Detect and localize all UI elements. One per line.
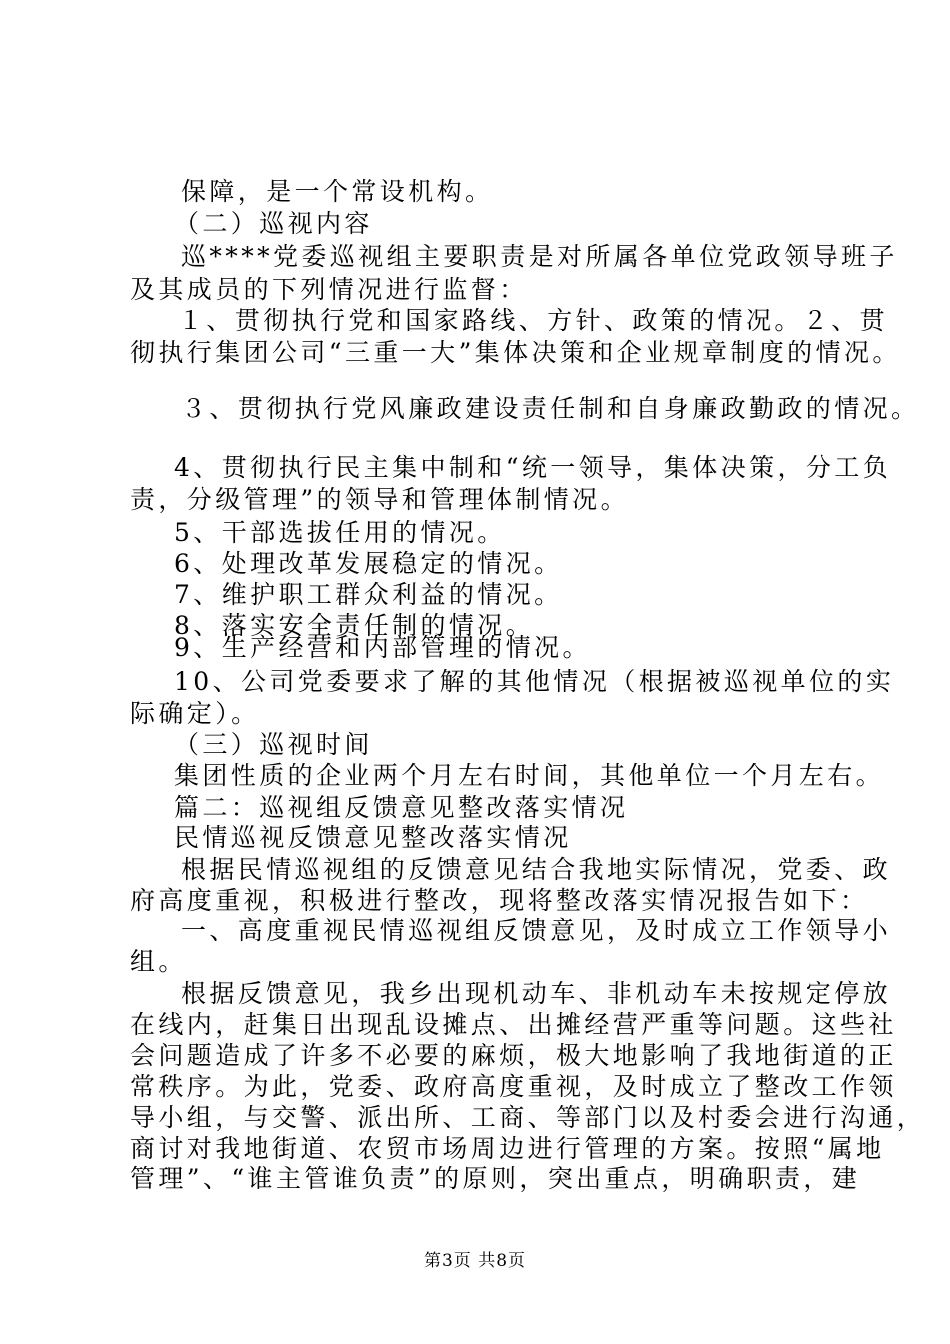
text-line: 根据反馈意见，我乡出现机动车、非机动车未按规定停放 (181, 979, 892, 1008)
section-heading: （三）巡视时间 (174, 730, 373, 759)
text-line: 在线内，赶集日出现乱设摊点、出摊经营严重等问题。这些社 (130, 1010, 897, 1039)
list-item: 6、处理改革发展稳定的情况。 (174, 549, 563, 578)
text-line: 常秩序。为此，党委、政府高度重视，及时成立了整改工作领 (130, 1072, 897, 1101)
text-line: 集团性质的企业两个月左右时间，其他单位一个月左右。 (174, 761, 885, 790)
page-number-footer: 第3页 共8页 (423, 1251, 527, 1271)
list-item: 7、维护职工群众利益的情况。 (174, 580, 563, 609)
text-line: 巡****党委巡视组主要职责是对所属各单位党政领导班子 (181, 242, 898, 271)
text-line: １、贯彻执行党和国家路线、方针、政策的情况。２、贯 (178, 306, 889, 335)
list-item: 10、公司党委要求了解的其他情况（根据被巡视单位的实 (174, 667, 895, 696)
text-line: 责，分级管理”的领导和管理体制情况。 (130, 485, 629, 514)
text-line: 际确定）。 (130, 699, 260, 728)
section-heading: 篇二：巡视组反馈意见整改落实情况 (174, 793, 629, 822)
text-line: 保障，是一个常设机构。 (181, 177, 494, 206)
text-line: 导小组，与交警、派出所、工商、等部门以及村委会进行沟通， (130, 1103, 926, 1132)
list-item: 8、落实安全责任制的情况。 (174, 611, 535, 640)
text-line: 组。 (130, 947, 187, 976)
section-heading: （二）巡视内容 (174, 209, 373, 238)
text-line: 及其成员的下列情况进行监督： (130, 275, 528, 304)
text-line: 彻执行集团公司“三重一大”集体决策和企业规章制度的情况。 (130, 338, 901, 367)
text-line: 根据民情巡视组的反馈意见结合我地实际情况，党委、政 (181, 855, 892, 884)
text-line: 府高度重视，积极进行整改，现将整改落实情况报告如下： (130, 886, 869, 915)
section-heading: 民情巡视反馈意见整改落实情况 (174, 823, 572, 852)
text-line: 会问题造成了许多不必要的麻烦，极大地影响了我地街道的正 (130, 1041, 897, 1070)
text-line: 商讨对我地街道、农贸市场周边进行管理的方案。按照“属地 (130, 1134, 885, 1163)
text-line: 4、贯彻执行民主集中制和“统一领导，集体决策，分工负 (174, 453, 892, 482)
text-line: 管理”、“谁主管谁负责”的原则，突出重点，明确职责，建 (130, 1164, 861, 1193)
text-line: 一、高度重视民情巡视组反馈意见，及时成立工作领导小 (181, 916, 892, 945)
list-item: 5、干部选拔任用的情况。 (174, 518, 506, 547)
list-item: 9、生产经营和内部管理的情况。 (174, 633, 591, 662)
text-line: ３、贯彻执行党风廉政建设责任制和自身廉政勤政的情况。 (181, 394, 920, 423)
